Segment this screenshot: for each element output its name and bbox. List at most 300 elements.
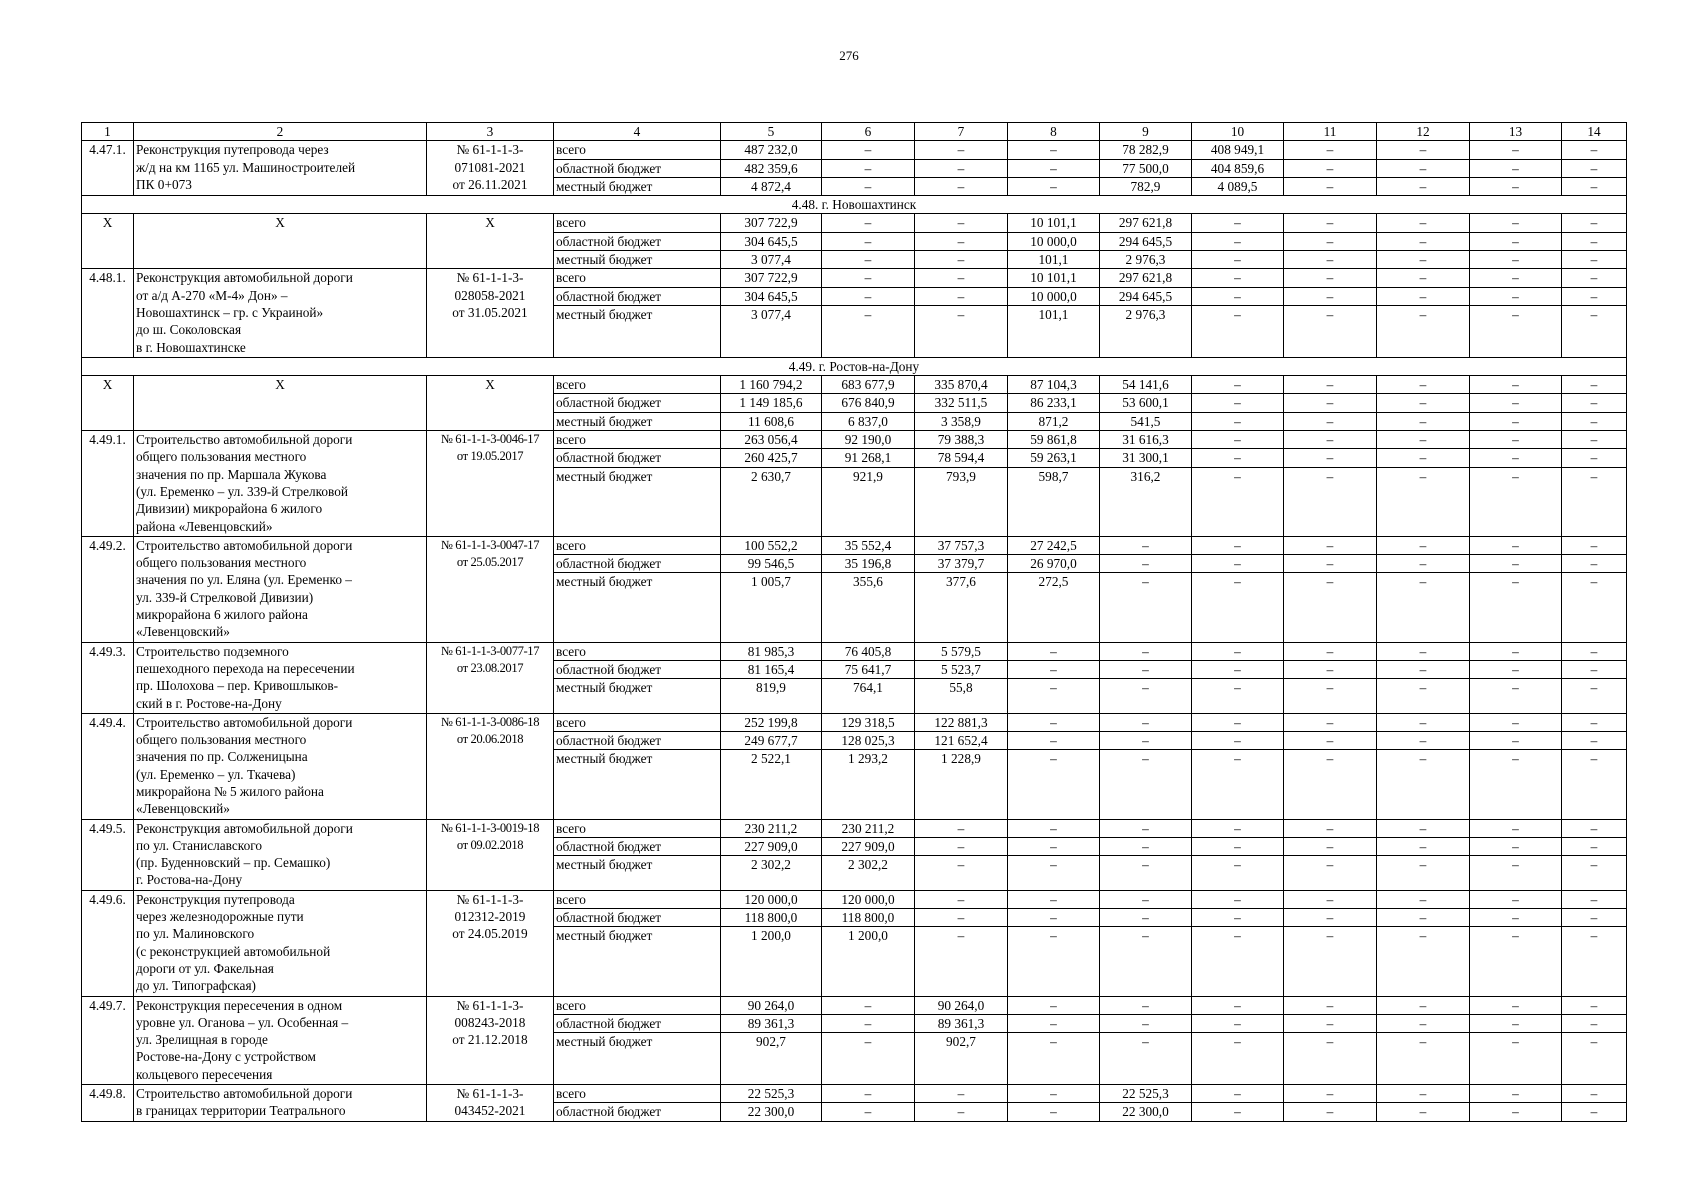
amount-cell: – [1100,1014,1192,1032]
amount-cell: – [915,159,1008,177]
item-name-line: кольцевого пересечения [136,1066,273,1082]
amount-cell: – [1192,269,1284,287]
amount-cell: – [1562,214,1627,232]
amount-cell: – [1284,927,1377,996]
amount-cell: 294 645,5 [1100,232,1192,250]
item-permit-line: № 61-1-1-3- [456,1086,524,1102]
amount-cell: 1 293,2 [822,750,915,819]
amount-cell: – [1284,713,1377,731]
amount-cell: – [1470,251,1562,269]
column-number-header: 5 [721,123,822,141]
item-name-line: общего пользования местного [136,732,307,748]
table-row [82,819,1627,837]
amount-cell: – [1562,642,1627,660]
item-number: 4.49.7. [82,996,134,1084]
amount-cell: 230 211,2 [822,819,915,837]
table-row [82,642,1627,660]
item-name-line: значения по пр. Маршала Жукова [136,466,327,482]
amount-cell: – [1008,819,1100,837]
amount-cell: – [1008,1103,1100,1121]
page-number: 276 [839,48,859,63]
funding-source: всего [554,214,721,232]
funding-source: областной бюджет [554,660,721,678]
amount-cell: – [1377,856,1470,891]
amount-cell: – [1377,1033,1470,1085]
amount-cell: 89 361,3 [721,1014,822,1032]
amount-cell: – [1284,305,1377,357]
amount-cell: – [1377,890,1470,908]
amount-cell: – [1284,159,1377,177]
funding-source: местный бюджет [554,856,721,891]
amount-cell: – [1470,890,1562,908]
amount-cell: – [1377,232,1470,250]
item-name [134,713,427,819]
item-permit-line: от 26.11.2021 [452,176,528,192]
amount-cell: – [1008,660,1100,678]
amount-cell: – [1562,909,1627,927]
item-permit-line: № 61-1-1-3-0077-17 [440,643,540,658]
amount-cell: 1 149 185,6 [721,394,822,412]
amount-cell: 11 608,6 [721,412,822,430]
amount-cell: 4 089,5 [1192,177,1284,195]
item-name-line: «Левенцовский» [136,801,230,817]
column-number-header: 9 [1100,123,1192,141]
amount-cell: 377,6 [915,573,1008,642]
item-number: 4.49.3. [82,642,134,713]
amount-cell: – [1377,909,1470,927]
item-name-line: «Левенцовский» [136,624,230,640]
amount-cell: – [1192,713,1284,731]
amount-cell: 26 970,0 [1008,555,1100,573]
amount-cell: – [1377,177,1470,195]
item-name-line: (с реконструкцией автомобильной [136,943,331,959]
amount-cell: – [822,287,915,305]
amount-cell: – [1470,679,1562,714]
item-permit-line: № 61-1-1-3-0047-17 [440,537,540,552]
item-permit-line: от 24.05.2019 [452,926,528,942]
item-name-line: микрорайона № 5 жилого района [136,783,324,799]
amount-cell: 5 523,7 [915,660,1008,678]
amount-cell: – [1562,536,1627,554]
amount-cell: 304 645,5 [721,287,822,305]
amount-cell: 37 379,7 [915,555,1008,573]
funding-source: всего [554,141,721,159]
amount-cell: 227 909,0 [822,837,915,855]
amount-cell: – [1284,287,1377,305]
item-permit [427,996,554,1084]
funding-source: областной бюджет [554,555,721,573]
amount-cell: – [1100,660,1192,678]
funding-source: местный бюджет [554,467,721,536]
item-name-line: через железнодорожные пути [136,909,304,925]
amount-cell: – [1562,750,1627,819]
amount-cell: – [1192,1014,1284,1032]
amount-cell: – [1470,660,1562,678]
amount-cell: – [1562,819,1627,837]
item-name-line: значения по ул. Еляна (ул. Еременко – [136,572,352,588]
amount-cell: 122 881,3 [915,713,1008,731]
amount-cell: 902,7 [915,1033,1008,1085]
item-name-line: уровне ул. Оганова – ул. Особенная – [136,1014,349,1030]
column-number-header: 3 [427,123,554,141]
amount-cell: 100 552,2 [721,536,822,554]
amount-cell: – [1008,642,1100,660]
item-name-line: по ул. Малиновского [136,926,255,942]
amount-cell: 332 511,5 [915,394,1008,412]
table-row [82,536,1627,554]
item-permit-line: 028058-2021 [454,287,526,303]
amount-cell: – [1377,713,1470,731]
amount-cell: 99 546,5 [721,555,822,573]
amount-cell: – [1008,909,1100,927]
amount-cell: 3 077,4 [721,305,822,357]
amount-cell: – [1284,909,1377,927]
funding-source: областной бюджет [554,449,721,467]
item-name-line: по ул. Станиславского [136,837,262,853]
amount-cell: – [1470,1103,1562,1121]
funding-source: всего [554,996,721,1014]
amount-cell: – [1100,1033,1192,1085]
amount-cell: – [1284,214,1377,232]
amount-cell: – [1192,431,1284,449]
table-row [82,431,1627,449]
amount-cell: – [1562,890,1627,908]
amount-cell: – [822,1014,915,1032]
amount-cell: 101,1 [1008,251,1100,269]
amount-cell: 10 101,1 [1008,214,1100,232]
amount-cell: – [1377,269,1470,287]
item-permit-line: 071081-2021 [454,159,526,175]
funding-source: областной бюджет [554,159,721,177]
amount-cell: – [1284,251,1377,269]
amount-cell: – [1192,376,1284,394]
amount-cell: 101,1 [1008,305,1100,357]
item-name [134,269,427,357]
amount-cell: – [1377,996,1470,1014]
amount-cell: – [1284,679,1377,714]
item-permit-line: от 23.08.2017 [456,660,524,675]
amount-cell: 76 405,8 [822,642,915,660]
amount-cell: – [1284,376,1377,394]
funding-source: местный бюджет [554,305,721,357]
amount-cell: – [1284,1103,1377,1121]
amount-cell: – [1192,642,1284,660]
funding-source: всего [554,431,721,449]
item-permit [427,713,554,819]
amount-cell: 121 652,4 [915,732,1008,750]
section-row [82,357,1627,375]
item-name-line: микрорайона 6 жилого района [136,607,308,623]
item-permit-line: № 61-1-1-3- [456,270,524,286]
amount-cell: – [1192,1033,1284,1085]
amount-cell: 1 200,0 [822,927,915,996]
amount-cell: – [822,305,915,357]
amount-cell: 5 579,5 [915,642,1008,660]
amount-cell: – [1377,449,1470,467]
amount-cell: – [1100,679,1192,714]
item-name [134,642,427,713]
amount-cell: – [1562,555,1627,573]
amount-cell: – [1562,232,1627,250]
amount-cell: 297 621,8 [1100,214,1192,232]
total-marker: Х [427,376,554,431]
amount-cell: – [1562,679,1627,714]
amount-cell: – [1008,1014,1100,1032]
total-marker: Х [134,214,427,269]
amount-cell: – [1562,394,1627,412]
amount-cell: 90 264,0 [721,996,822,1014]
funding-source: областной бюджет [554,909,721,927]
item-name-line: Строительство автомобильной дороги [136,714,353,730]
amount-cell: – [1192,909,1284,927]
amount-cell: 59 263,1 [1008,449,1100,467]
section-row [82,196,1627,214]
funding-source: областной бюджет [554,287,721,305]
amount-cell: 118 800,0 [721,909,822,927]
amount-cell: – [1284,837,1377,855]
amount-cell: – [1470,536,1562,554]
amount-cell: – [1192,449,1284,467]
amount-cell: – [1008,159,1100,177]
amount-cell: 541,5 [1100,412,1192,430]
amount-cell: 335 870,4 [915,376,1008,394]
amount-cell: 307 722,9 [721,214,822,232]
amount-cell: – [915,1103,1008,1121]
amount-cell: – [1100,573,1192,642]
funding-source: всего [554,269,721,287]
amount-cell: 35 552,4 [822,536,915,554]
amount-cell: – [915,856,1008,891]
amount-cell: – [1192,555,1284,573]
amount-cell: – [1192,837,1284,855]
amount-cell: – [1284,996,1377,1014]
amount-cell: 77 500,0 [1100,159,1192,177]
funding-source: областной бюджет [554,1103,721,1121]
amount-cell: – [1284,890,1377,908]
amount-cell: 1 200,0 [721,927,822,996]
amount-cell: – [1562,177,1627,195]
amount-cell: – [1284,467,1377,536]
item-permit [427,1085,554,1122]
amount-cell: – [1100,732,1192,750]
amount-cell: 2 302,2 [721,856,822,891]
amount-cell: – [1470,555,1562,573]
amount-cell: – [1192,856,1284,891]
amount-cell: – [822,1103,915,1121]
amount-cell: 1 228,9 [915,750,1008,819]
amount-cell: – [1284,1033,1377,1085]
total-marker: Х [427,214,554,269]
amount-cell: – [915,837,1008,855]
amount-cell: – [1470,837,1562,855]
amount-cell: – [915,1085,1008,1103]
total-marker: Х [82,214,134,269]
item-name-line: в г. Новошахтинске [136,339,246,355]
amount-cell: – [1377,214,1470,232]
column-number-header: 13 [1470,123,1562,141]
amount-cell: – [1100,909,1192,927]
amount-cell: – [1100,642,1192,660]
amount-cell: 2 302,2 [822,856,915,891]
item-number: 4.49.6. [82,890,134,996]
amount-cell: – [1470,750,1562,819]
item-name-line: ж/д на км 1165 ул. Машиностроителей [136,159,356,175]
amount-cell: – [1100,536,1192,554]
amount-cell: 3 077,4 [721,251,822,269]
amount-cell: – [1470,732,1562,750]
amount-cell: – [1008,890,1100,908]
funding-source: всего [554,1085,721,1103]
column-number-header: 8 [1008,123,1100,141]
amount-cell: – [1562,837,1627,855]
amount-cell: 3 358,9 [915,412,1008,430]
amount-cell: 79 388,3 [915,431,1008,449]
amount-cell: 252 199,8 [721,713,822,731]
amount-cell: – [915,232,1008,250]
funding-source: местный бюджет [554,927,721,996]
column-number-header: 7 [915,123,1008,141]
amount-cell: 87 104,3 [1008,376,1100,394]
amount-cell: – [822,177,915,195]
amount-cell: – [915,269,1008,287]
amount-cell: – [1562,376,1627,394]
amount-cell: 304 645,5 [721,232,822,250]
amount-cell: 2 976,3 [1100,251,1192,269]
amount-cell: – [915,927,1008,996]
amount-cell: – [915,141,1008,159]
item-permit-line: от 25.05.2017 [456,555,524,570]
amount-cell: – [1562,732,1627,750]
amount-cell: – [1470,431,1562,449]
amount-cell: – [1284,141,1377,159]
amount-cell: 294 645,5 [1100,287,1192,305]
amount-cell: 22 525,3 [1100,1085,1192,1103]
table-row [82,1085,1627,1103]
amount-cell: – [1008,141,1100,159]
amount-cell: 128 025,3 [822,732,915,750]
amount-cell: – [1100,996,1192,1014]
table-row [82,890,1627,908]
amount-cell: – [1100,856,1192,891]
item-name-line: до ш. Соколовская [136,322,242,338]
amount-cell: – [1470,214,1562,232]
item-name-line: общего пользования местного [136,449,307,465]
amount-cell: – [1470,1033,1562,1085]
column-number-header: 2 [134,123,427,141]
column-number-header: 10 [1192,123,1284,141]
amount-cell: – [1192,536,1284,554]
amount-cell: – [1470,1085,1562,1103]
item-permit-line: от 20.06.2018 [456,732,524,747]
amount-cell: – [1377,679,1470,714]
amount-cell: – [1284,732,1377,750]
table-row [82,713,1627,731]
amount-cell: – [1562,141,1627,159]
amount-cell: – [915,890,1008,908]
amount-cell: 404 859,6 [1192,159,1284,177]
amount-cell: – [1284,1085,1377,1103]
amount-cell: – [1192,890,1284,908]
funding-source: всего [554,713,721,731]
item-name-line: в границах территории Театрального [136,1103,346,1119]
amount-cell: – [1008,1033,1100,1085]
amount-cell: – [1284,573,1377,642]
amount-cell: – [1377,159,1470,177]
item-name-line: района «Левенцовский» [136,518,273,534]
amount-cell: 764,1 [822,679,915,714]
amount-cell: – [1100,555,1192,573]
amount-cell: – [1100,819,1192,837]
amount-cell: – [1284,232,1377,250]
amount-cell: – [915,251,1008,269]
item-permit-line: 012312-2019 [454,909,526,925]
amount-cell: 4 872,4 [721,177,822,195]
amount-cell: – [822,159,915,177]
amount-cell: 871,2 [1008,412,1100,430]
amount-cell: 260 425,7 [721,449,822,467]
amount-cell: 35 196,8 [822,555,915,573]
amount-cell: – [1470,269,1562,287]
item-name-line: от а/д А-270 «М-4» Дон» – [136,287,288,303]
item-name [134,431,427,537]
amount-cell: – [1470,713,1562,731]
table-row [82,376,1627,394]
amount-cell: – [1377,927,1470,996]
item-permit [427,269,554,357]
amount-cell: – [1284,856,1377,891]
amount-cell: – [1470,412,1562,430]
amount-cell: 90 264,0 [915,996,1008,1014]
table-row [82,269,1627,287]
amount-cell: 27 242,5 [1008,536,1100,554]
amount-cell: – [1562,1033,1627,1085]
amount-cell: 1 160 794,2 [721,376,822,394]
amount-cell: 129 318,5 [822,713,915,731]
column-number-header: 1 [82,123,134,141]
amount-cell: 120 000,0 [721,890,822,908]
section-title: 4.48. г. Новошахтинск [82,196,1627,214]
amount-cell: 2 976,3 [1100,305,1192,357]
amount-cell: – [1284,642,1377,660]
amount-cell: – [1377,732,1470,750]
amount-cell: 53 600,1 [1100,394,1192,412]
item-name-line: Строительство автомобильной дороги [136,537,353,553]
amount-cell: 10 101,1 [1008,269,1100,287]
amount-cell: 408 949,1 [1192,141,1284,159]
amount-cell: 10 000,0 [1008,232,1100,250]
amount-cell: – [1100,713,1192,731]
amount-cell: – [1562,660,1627,678]
amount-cell: – [822,214,915,232]
column-number-header: 12 [1377,123,1470,141]
amount-cell: – [1377,467,1470,536]
amount-cell: – [1377,837,1470,855]
item-number: 4.49.2. [82,536,134,642]
amount-cell: – [1470,232,1562,250]
amount-cell: – [822,996,915,1014]
item-number: 4.49.5. [82,819,134,890]
item-name-line: (ул. Еременко – ул. 339-й Стрелковой [136,483,349,499]
item-name-line: пр. Шолохова – пер. Кривошлыков- [136,678,339,694]
amount-cell: – [1470,573,1562,642]
table-body [82,123,1627,1122]
column-number-header: 6 [822,123,915,141]
funding-source: областной бюджет [554,732,721,750]
amount-cell: – [915,177,1008,195]
amount-cell: – [1192,927,1284,996]
item-name-line: Реконструкция путепровода через [136,142,329,158]
item-name-line: Реконструкция автомобильной дороги [136,270,353,286]
